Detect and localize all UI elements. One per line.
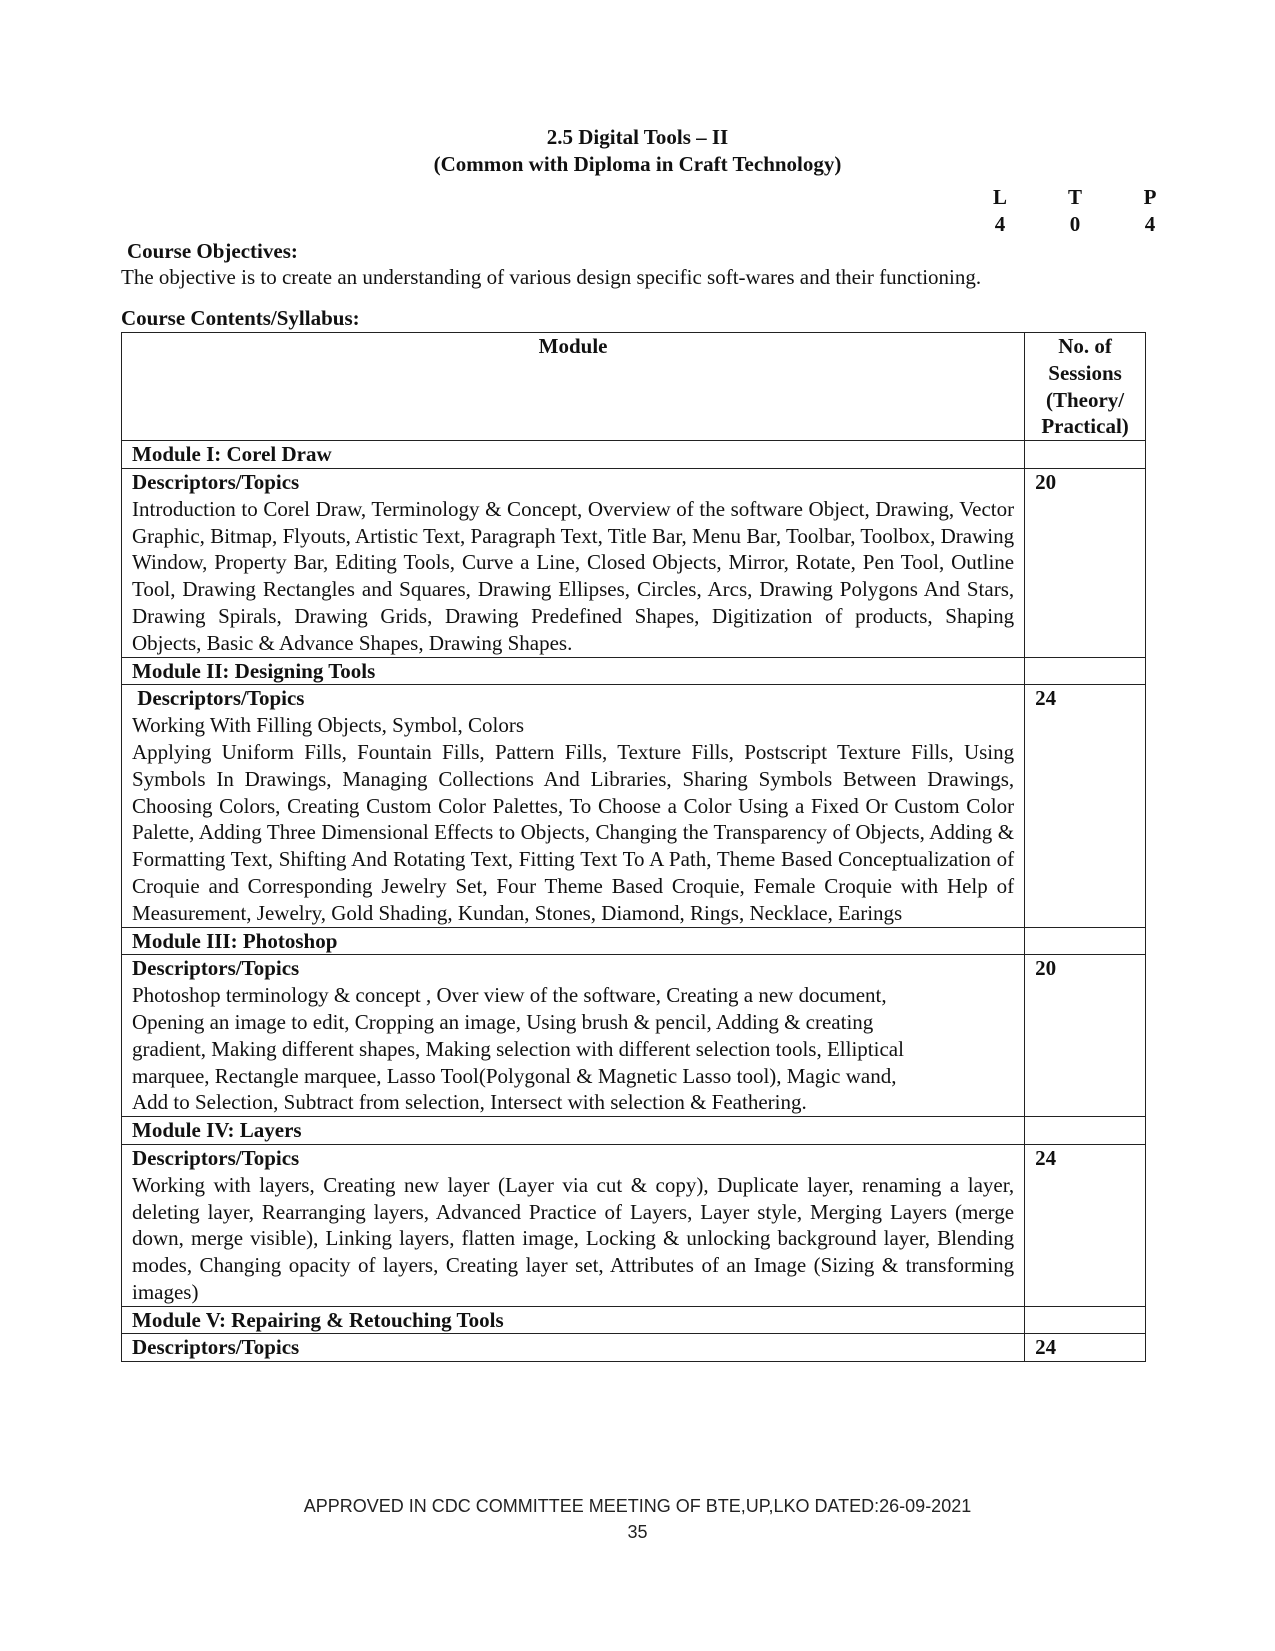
sessions-count: 20 xyxy=(1025,955,1146,1117)
module-title: Module II: Designing Tools xyxy=(122,657,1025,685)
module-content xyxy=(122,685,1025,927)
module-title: Module III: Photoshop xyxy=(122,927,1025,955)
empty-cell xyxy=(1025,1117,1146,1145)
page-subtitle: (Common with Diploma in Craft Technology) xyxy=(433,152,842,176)
module-title: Module IV: Layers xyxy=(122,1117,1025,1145)
table-header-row xyxy=(122,333,1146,441)
syllabus-table xyxy=(121,332,1146,1362)
ltp-label-l: L xyxy=(992,185,1007,209)
descriptor-label: Descriptors/Topics xyxy=(132,1145,300,1170)
module-title: Module V: Repairing & Retouching Tools xyxy=(122,1306,1025,1334)
sessions-count: 24 xyxy=(1025,685,1146,927)
empty-cell xyxy=(1025,1306,1146,1334)
title-block xyxy=(0,124,1275,178)
module-content xyxy=(122,1144,1025,1306)
module-content-row xyxy=(122,468,1146,657)
ltp-labels-row xyxy=(990,184,1160,211)
descriptor-label: Descriptors/Topics xyxy=(132,956,300,981)
page-title: 2.5 Digital Tools – II xyxy=(546,125,729,149)
module-topics-text: Applying Uniform Fills, Fountain Fills, Pattern Fills, Texture Fills, Postscript Texture Fills, Using Symbols In Drawings, Managing Collections And Libraries, Sharing Symbols Between Drawings, Choosing Colors, Creating Custom Color Palettes, To Choose a Color Using a Fixed Or Custom Color Palette, Adding Three Dimensional Effects to Objects, Changing the Transparency of Objects, Adding & Formatting Text, Shifting And Rotating Text, Fitting Text To A Path, Theme Based Conceptualization of Croquie and Corresponding Jewelry Set, Four Theme Based Croquie, Female Croquie with Help of Measurement, Jewelry, Gold Shading, Kundan, Stones, Diamond, Rings, Necklace, Earings xyxy=(132,739,1015,925)
descriptor-label: Descriptors/Topics xyxy=(132,1335,300,1360)
ltp-value-p: 4 xyxy=(1144,212,1156,236)
ltp-label-p: P xyxy=(1143,185,1157,209)
header-sessions-line: Practical) xyxy=(1041,414,1129,439)
module-topics-line: Photoshop terminology & concept , Over view of the software, Creating a new document, xyxy=(132,983,887,1008)
module-content xyxy=(122,1334,1025,1362)
header-sessions-line: Sessions xyxy=(1048,360,1122,385)
page-footer xyxy=(0,1493,1275,1545)
module-topics-line: marquee, Rectangle marquee, Lasso Tool(Polygonal & Magnetic Lasso tool), Magic wand, xyxy=(132,1063,897,1088)
header-module: Module xyxy=(122,333,1025,441)
sessions-count: 24 xyxy=(1025,1334,1146,1362)
empty-cell xyxy=(1025,657,1146,685)
sessions-count: 20 xyxy=(1025,468,1146,657)
approval-note: APPROVED IN CDC COMMITTEE MEETING OF BTE,UP,LKO DATED:26-09-2021 xyxy=(303,1496,972,1516)
module-title-row xyxy=(122,1306,1146,1334)
ltp-label-t: T xyxy=(1067,185,1082,209)
module-topics-line: Opening an image to edit, Cropping an image, Using brush & pencil, Adding & creating xyxy=(132,1009,874,1034)
module-topics-text: Working with layers, Creating new layer (Layer via cut & copy), Duplicate layer, renaming a layer, deleting layer, Rearranging layers, Advanced Practice of Layers, Layer style, Merging Layers (merge down, merge visible), Linking layers, flatten image, Locking & unlocking background layer, Blending modes, Changing opacity of layers, Creating layer set, Attributes of an Image (Sizing & transforming images) xyxy=(132,1172,1015,1304)
module-title-row xyxy=(122,657,1146,685)
ltp-block xyxy=(990,184,1160,238)
objectives-text: The objective is to create an understanding of various design specific soft-wares and their functioning. xyxy=(121,265,982,289)
sessions-count: 24 xyxy=(1025,1144,1146,1306)
module-content-row xyxy=(122,685,1146,927)
contents-heading: Course Contents/Syllabus: xyxy=(121,306,360,330)
module-title: Module I: Corel Draw xyxy=(122,441,1025,469)
module-content xyxy=(122,955,1025,1117)
module-title-row xyxy=(122,1117,1146,1145)
module-topics-line: gradient, Making different shapes, Making selection with different selection tools, Elliptical xyxy=(132,1036,904,1061)
ltp-values-row xyxy=(990,211,1160,238)
empty-cell xyxy=(1025,927,1146,955)
module-content-row xyxy=(122,1334,1146,1362)
ltp-value-t: 0 xyxy=(1069,212,1081,236)
header-sessions xyxy=(1025,333,1146,441)
module-content-row xyxy=(122,1144,1146,1306)
module-title-row xyxy=(122,927,1146,955)
header-sessions-line: (Theory/ xyxy=(1045,387,1125,412)
descriptor-label: Descriptors/Topics xyxy=(132,469,300,494)
module-content-row xyxy=(122,955,1146,1117)
module-topics-line: Add to Selection, Subtract from selection, Intersect with selection & Feathering. xyxy=(132,1090,807,1115)
module-topics-intro: Working With Filling Objects, Symbol, Colors xyxy=(132,713,525,738)
ltp-value-l: 4 xyxy=(994,212,1006,236)
module-content xyxy=(122,468,1025,657)
objectives-heading: Course Objectives: xyxy=(127,239,298,263)
page-number: 35 xyxy=(627,1522,648,1542)
header-sessions-line: No. of xyxy=(1058,334,1112,358)
empty-cell xyxy=(1025,441,1146,469)
module-topics-text: Introduction to Corel Draw, Terminology & Concept, Overview of the software Object, Drawing, Vector Graphic, Bitmap, Flyouts, Artistic Text, Paragraph Text, Title Bar, Menu Bar, Toolbar, Toolbox, Drawing Window, Property Bar, Editing Tools, Curve a Line, Closed Objects, Mirror, Rotate, Pen Tool, Outline Tool, Drawing Rectangles and Squares, Drawing Ellipses, Circles, Arcs, Drawing Polygons And Stars, Drawing Spirals, Drawing Grids, Drawing Predefined Shapes, Digitization of products, Shaping Objects, Basic & Advance Shapes, Drawing Shapes. xyxy=(132,496,1015,655)
module-title-row xyxy=(122,441,1146,469)
descriptor-label: Descriptors/Topics xyxy=(132,686,305,711)
